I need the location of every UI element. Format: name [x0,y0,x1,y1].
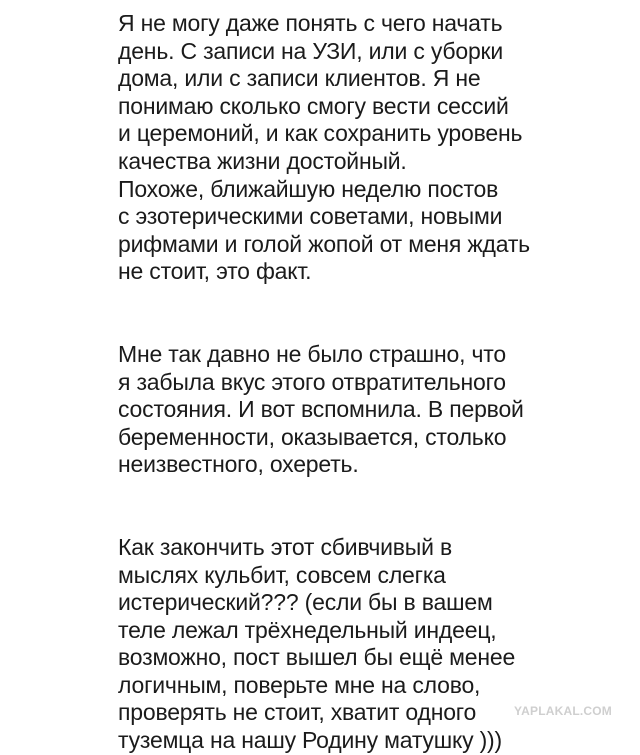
paragraph-2 [118,341,638,479]
text-line: Похоже, ближайшую неделю постов [118,175,499,202]
text-line: с эзотерическими советами, новыми [118,203,503,230]
text-line: истерический??? (если бы в вашем [118,589,493,616]
text-line: неизвестного, охереть. [118,451,359,478]
text-line: я забыла вкус этого отвратительного [118,368,506,395]
text-line: туземца на нашу Родину матушку ))) [118,727,502,754]
paragraph-1 [118,10,638,286]
text-line: и церемоний, и как сохранить уровень [118,120,523,147]
text-line: логичным, поверьте мне на слово, [118,671,481,698]
post-text [118,10,638,755]
text-line: беременности, оказывается, столько [118,423,507,450]
text-line: качества жизни достойный. [118,147,407,174]
paragraph-3 [118,534,638,755]
text-line: теле лежал трёхнедельный индеец, [118,616,497,643]
paragraph-gap [118,286,638,341]
text-line: состояния. И вот вспомнила. В первой [118,396,524,423]
text-line: дома, или с записи клиентов. Я не [118,65,481,92]
text-line: день. С записи на УЗИ, или с уборки [118,37,504,64]
text-line: проверять не стоит, хватит одного [118,699,477,726]
site-watermark: YAPLAKAL.COM [514,704,612,718]
text-line: рифмами и голой жопой от меня ждать [118,230,530,257]
text-line: Как закончить этот сбивчивый в [118,533,452,560]
text-line: Мне так давно не было страшно, что [118,340,506,367]
text-line: Я не могу даже понять с чего начать [118,10,503,36]
paragraph-gap [118,479,638,534]
text-line: возможно, пост вышел бы ещё менее [118,644,516,671]
text-line: не стоит, это факт. [118,258,312,285]
text-line: мыслях кульбит, совсем слегка [118,561,446,588]
text-line: понимаю сколько смогу вести сессий [118,92,509,119]
